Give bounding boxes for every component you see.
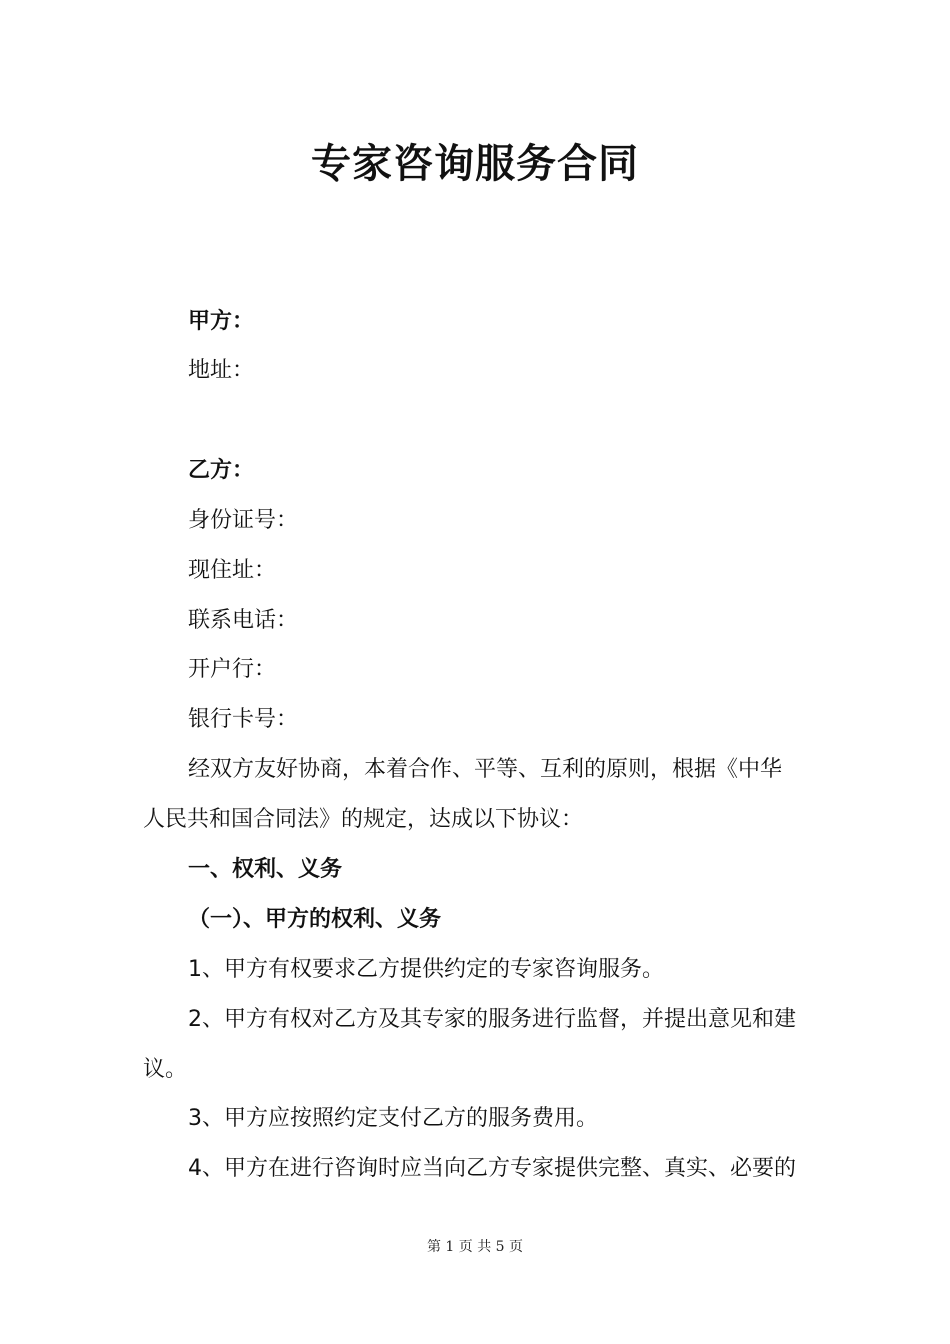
party-b-current-address: 现住址：: [188, 558, 277, 583]
subsection-heading: （一）、甲方的权利、义务: [188, 907, 442, 932]
intro-line-1: 经双方友好协商，本着合作、平等、互利的原则，根据《中华: [188, 757, 783, 782]
party-a-label: 甲方：: [188, 309, 255, 334]
section-heading: 一、权利、义务: [188, 857, 343, 882]
intro-line-2: 人民共和国合同法》的规定，达成以下协议：: [143, 807, 584, 832]
clause-4: 4、甲方在进行咨询时应当向乙方专家提供完整、真实、必要的: [188, 1156, 796, 1181]
page-title: 专家咨询服务合同: [311, 141, 639, 187]
party-b-card-number: 银行卡号：: [188, 707, 299, 732]
party-b-phone: 联系电话：: [188, 608, 299, 633]
clause-2: 2、甲方有权对乙方及其专家的服务进行监督，并提出意见和建: [188, 1007, 796, 1032]
party-b-bank: 开户行：: [188, 657, 277, 682]
party-a-address: 地址：: [188, 358, 255, 383]
page-footer: 第 1 页 共 5 页: [426, 1239, 524, 1255]
clause-1: 1、甲方有权要求乙方提供约定的专家咨询服务。: [188, 957, 664, 982]
party-b-label: 乙方：: [188, 458, 255, 483]
party-b-id-number: 身份证号：: [188, 508, 299, 533]
clause-2-continued: 议。: [143, 1057, 188, 1082]
clause-3: 3、甲方应按照约定支付乙方的服务费用。: [188, 1106, 598, 1131]
